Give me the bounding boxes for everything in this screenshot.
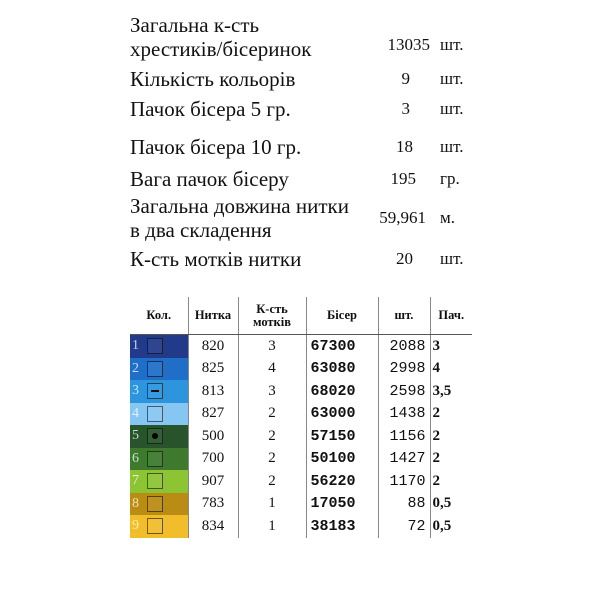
skeins-cell: 1 (238, 515, 306, 538)
summary-label: в два складення (130, 218, 272, 242)
qty-cell: 1156 (378, 425, 430, 448)
color-index: 9 (132, 518, 139, 533)
summary-value: 59,961 (379, 208, 426, 227)
table-row (130, 515, 472, 538)
summary-row (0, 12, 600, 64)
summary-label: Загальна к-сть (130, 13, 260, 37)
summary-label: К-сть мотків нитки (130, 247, 302, 271)
thread-cell: 834 (188, 515, 238, 538)
thread-cell: 820 (188, 335, 238, 358)
summary-row (0, 168, 600, 192)
thread-cell: 700 (188, 448, 238, 471)
color-swatch-cell (130, 493, 188, 516)
square-symbol-icon (147, 496, 163, 512)
table-header-row (130, 297, 472, 335)
summary-row (0, 195, 600, 245)
color-swatch-cell (130, 335, 188, 358)
thread-cell: 813 (188, 380, 238, 403)
square-symbol-icon (147, 473, 163, 489)
summary-value: 20 (396, 249, 413, 268)
skeins-cell: 1 (238, 493, 306, 516)
summary-label: Пачок бісера 10 гр. (130, 135, 302, 159)
qty-cell: 2998 (378, 358, 430, 381)
header-bead: Бісер (306, 297, 378, 335)
packs-cell: 3,5 (430, 380, 472, 403)
skeins-cell: 4 (238, 358, 306, 381)
summary-unit: шт. (440, 35, 464, 54)
thread-cell: 827 (188, 403, 238, 426)
summary-label: Кількість кольорів (130, 67, 296, 91)
packs-cell: 2 (430, 448, 472, 471)
color-swatch (130, 515, 188, 538)
summary-row (0, 98, 600, 122)
color-swatch (130, 470, 188, 493)
summary-label: Вага пачок бісеру (130, 167, 289, 191)
color-swatch-cell (130, 425, 188, 448)
header-thread: Нитка (188, 297, 238, 335)
color-swatch-cell (130, 380, 188, 403)
header-packs: Пач. (430, 297, 472, 335)
color-index: 7 (132, 473, 139, 488)
packs-cell: 3 (430, 335, 472, 358)
packs-cell: 4 (430, 358, 472, 381)
summary-value: 18 (396, 137, 413, 156)
summary-row (0, 68, 600, 92)
summary-unit: м. (440, 208, 456, 227)
bead-cell: 17050 (306, 493, 378, 516)
dash-symbol-icon (147, 383, 163, 399)
summary-label: хрестиків/бісеринок (130, 37, 312, 61)
qty-cell: 88 (378, 493, 430, 516)
summary-row (0, 136, 600, 160)
color-swatch (130, 380, 188, 403)
bead-cell: 38183 (306, 515, 378, 538)
packs-cell: 2 (430, 470, 472, 493)
table-row (130, 425, 472, 448)
summary-value: 195 (390, 169, 416, 188)
summary-unit: шт. (440, 69, 464, 88)
color-swatch-cell (130, 515, 188, 538)
qty-cell: 1170 (378, 470, 430, 493)
color-swatch (130, 448, 188, 471)
color-swatch-cell (130, 448, 188, 471)
qty-cell: 2088 (378, 335, 430, 358)
table-row (130, 358, 472, 381)
summary-unit: гр. (440, 169, 460, 188)
skeins-cell: 2 (238, 448, 306, 471)
table-row (130, 335, 472, 358)
header-color: Кол. (130, 297, 188, 335)
color-index: 5 (132, 428, 139, 443)
thread-cell: 783 (188, 493, 238, 516)
color-index: 4 (132, 405, 139, 421)
table-row (130, 380, 472, 403)
bead-cell: 67300 (306, 335, 378, 358)
table-row (130, 493, 472, 516)
dot-symbol-icon (147, 428, 163, 444)
skeins-cell: 2 (238, 403, 306, 426)
skeins-cell: 2 (238, 470, 306, 493)
color-index: 2 (132, 360, 139, 376)
thread-cell: 907 (188, 470, 238, 493)
square-symbol-icon (147, 361, 163, 377)
thread-cell: 825 (188, 358, 238, 381)
qty-cell: 1438 (378, 403, 430, 426)
packs-cell: 0,5 (430, 515, 472, 538)
header-qty: шт. (378, 297, 430, 335)
summary-unit: шт. (440, 137, 464, 156)
packs-cell: 0,5 (430, 493, 472, 516)
square-symbol-icon (147, 518, 163, 534)
summary-unit: шт. (440, 99, 464, 118)
color-swatch-cell (130, 403, 188, 426)
summary-value: 9 (401, 69, 410, 88)
packs-cell: 2 (430, 403, 472, 426)
summary-label: Загальна довжина нитки (130, 194, 349, 218)
summary-label: Пачок бісера 5 гр. (130, 97, 291, 121)
color-swatch (130, 493, 188, 516)
bead-cell: 63080 (306, 358, 378, 381)
header-skeins: К-сть мотків (238, 297, 306, 335)
skeins-cell: 3 (238, 335, 306, 358)
bead-cell: 68020 (306, 380, 378, 403)
skeins-cell: 2 (238, 425, 306, 448)
table-row (130, 448, 472, 471)
summary-row (0, 248, 600, 272)
skeins-cell: 3 (238, 380, 306, 403)
qty-cell: 2598 (378, 380, 430, 403)
bead-cell: 63000 (306, 403, 378, 426)
color-swatch (130, 358, 188, 381)
color-table (130, 297, 472, 538)
color-swatch (130, 403, 188, 426)
packs-cell: 2 (430, 425, 472, 448)
table-row (130, 470, 472, 493)
color-index: 1 (132, 338, 139, 353)
summary-unit: шт. (440, 249, 464, 268)
bead-cell: 56220 (306, 470, 378, 493)
summary-value: 3 (401, 99, 410, 118)
color-index: 8 (132, 495, 139, 511)
color-swatch-cell (130, 470, 188, 493)
color-index: 3 (132, 383, 139, 398)
color-swatch-cell (130, 358, 188, 381)
square-symbol-icon (147, 451, 163, 467)
color-index: 6 (132, 450, 139, 466)
color-swatch (130, 425, 188, 448)
color-swatch (130, 335, 188, 358)
qty-cell: 72 (378, 515, 430, 538)
square-symbol-icon (147, 338, 163, 354)
table-row (130, 403, 472, 426)
qty-cell: 1427 (378, 448, 430, 471)
square-symbol-icon (147, 406, 163, 422)
bead-cell: 57150 (306, 425, 378, 448)
summary-value: 13035 (387, 35, 430, 54)
bead-cell: 50100 (306, 448, 378, 471)
thread-cell: 500 (188, 425, 238, 448)
